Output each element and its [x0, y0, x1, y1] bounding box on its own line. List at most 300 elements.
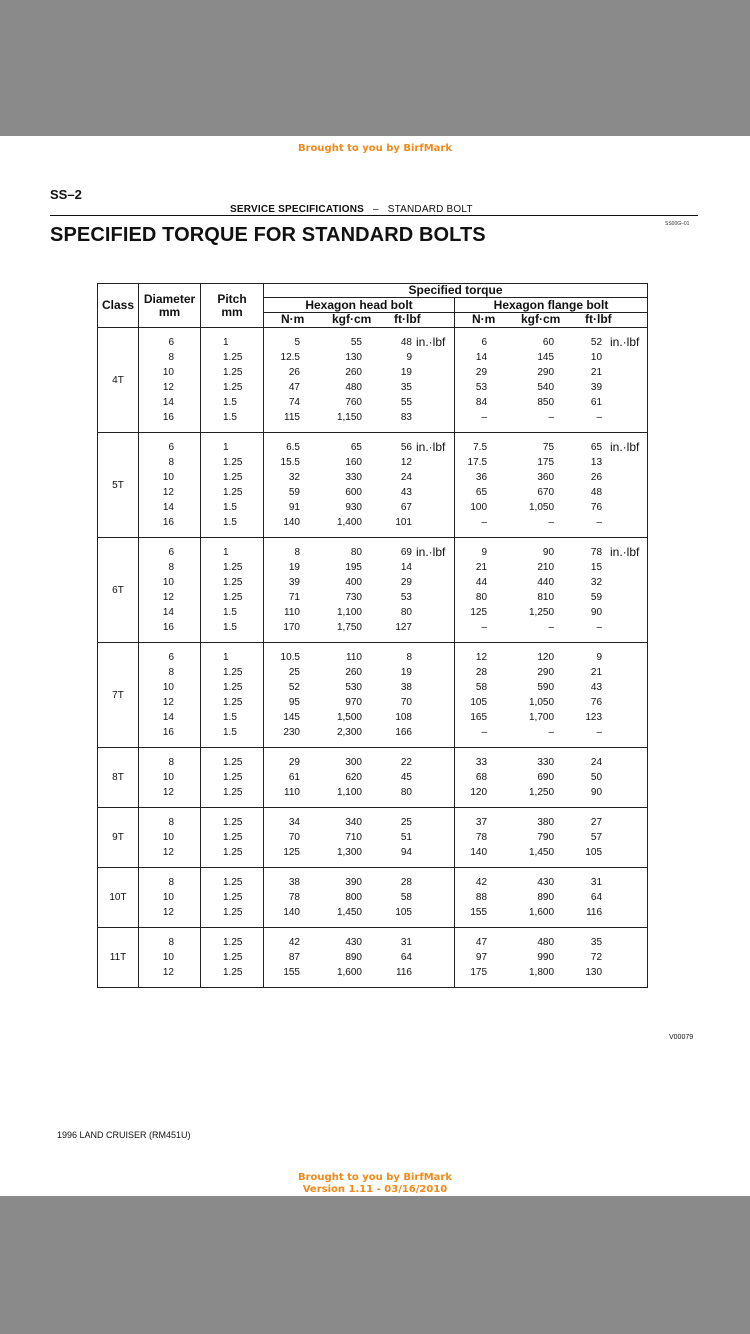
diameter-value: 6	[168, 547, 174, 558]
pitch-value: 1.25	[223, 367, 243, 378]
diameter-value: 8	[168, 457, 174, 468]
section-header	[230, 204, 473, 215]
head-kgfcm-value: 530	[345, 682, 362, 693]
header-hex-flange: Hexagon flange bolt	[455, 298, 648, 313]
document-page	[0, 136, 750, 1196]
head-nm-value: 155	[283, 967, 300, 978]
hex-flange-cell	[455, 643, 648, 748]
flange-ftlbf-value: –	[596, 622, 603, 633]
head-nm-value: 15.5	[280, 457, 300, 468]
hex-head-cell	[264, 928, 455, 988]
head-kgfcm-value: 480	[345, 382, 362, 393]
flange-kgfcm-value: –	[548, 622, 555, 633]
head-nm-value: 230	[283, 727, 300, 738]
head-kgfcm-value: 300	[345, 757, 362, 768]
diameter-cell	[139, 538, 201, 643]
flange-nm-value: –	[481, 622, 488, 633]
flange-kgfcm-value: 380	[537, 817, 555, 828]
torque-line	[264, 770, 454, 785]
hex-flange-cell	[455, 928, 648, 988]
torque-line	[264, 725, 454, 740]
pitch-value: 1.25	[223, 892, 243, 903]
flange-ftlbf-value: 76	[590, 697, 603, 708]
head-nm-value: 145	[283, 712, 300, 723]
head-unit-note: in.·lbf	[416, 545, 446, 559]
unit-ftlbf: ft·lbf	[585, 312, 612, 326]
flange-kgfcm-value: 480	[537, 937, 555, 948]
header-pitch: Pitch mm	[201, 284, 264, 328]
class-cell: 5T	[98, 433, 139, 538]
pitch-value: 1.25	[223, 952, 243, 963]
head-kgfcm-value: 1,150	[336, 412, 362, 423]
diameter-value: 12	[162, 787, 174, 798]
torque-line	[264, 785, 454, 800]
diameter-value: 8	[168, 877, 174, 888]
unit-nm: N·m	[472, 312, 496, 326]
table-group-row	[98, 538, 648, 643]
diameter-value: 12	[162, 592, 174, 603]
torque-line	[264, 365, 454, 380]
flange-ftlbf-value: 32	[590, 577, 603, 588]
head-kgfcm-value: 1,400	[336, 517, 362, 528]
flange-nm-value: 36	[475, 472, 488, 483]
torque-line	[264, 605, 454, 620]
flange-ftlbf-value: 27	[590, 817, 603, 828]
head-kgfcm-value: 760	[345, 397, 362, 408]
head-ftlbf-value: 35	[400, 382, 412, 393]
head-nm-value: 6.5	[286, 442, 300, 453]
flange-kgfcm-value: 430	[537, 877, 555, 888]
diameter-value: 8	[168, 757, 174, 768]
pitch-value: 1	[223, 337, 229, 348]
head-nm-value: 39	[288, 577, 300, 588]
head-kgfcm-value: 340	[345, 817, 362, 828]
head-nm-value: 47	[288, 382, 300, 393]
flange-nm-value: 120	[470, 787, 488, 798]
class-cell: 10T	[98, 868, 139, 928]
hex-head-cell	[264, 868, 455, 928]
flange-nm-value: 105	[470, 697, 488, 708]
section-title: SERVICE SPECIFICATIONS	[230, 204, 365, 215]
pitch-value: 1.25	[223, 487, 243, 498]
header-hex-flange-units	[455, 313, 648, 328]
flange-nm-value: 100	[470, 502, 488, 513]
torque-line	[455, 830, 647, 845]
head-nm-value: 52	[288, 682, 300, 693]
head-nm-value: 78	[288, 892, 300, 903]
flange-ftlbf-value: 90	[590, 607, 603, 618]
flange-nm-value: 47	[475, 937, 488, 948]
flange-nm-value: –	[481, 517, 488, 528]
flange-ftlbf-value: –	[596, 727, 603, 738]
class-cell: 7T	[98, 643, 139, 748]
pitch-value: 1.25	[223, 667, 243, 678]
pitch-value: 1.25	[223, 967, 243, 978]
head-ftlbf-value: 70	[400, 697, 412, 708]
head-kgfcm-value: 330	[345, 472, 362, 483]
head-unit-note: in.·lbf	[416, 440, 446, 454]
head-ftlbf-value: 101	[395, 517, 412, 528]
head-kgfcm-value: 130	[345, 352, 362, 363]
class-cell: 4T	[98, 328, 139, 433]
torque-table-body	[98, 328, 648, 988]
torque-line	[455, 350, 647, 365]
head-nm-value: 91	[288, 502, 300, 513]
diameter-value: 10	[162, 472, 174, 483]
diameter-value: 14	[162, 712, 174, 723]
pitch-value: 1.25	[223, 577, 243, 588]
torque-line	[264, 875, 454, 890]
pitch-value: 1.25	[223, 877, 243, 888]
torque-line	[264, 410, 454, 425]
diameter-value: 10	[162, 772, 174, 783]
flange-kgfcm-value: 90	[542, 547, 555, 558]
torque-line	[264, 335, 454, 350]
flange-ftlbf-value: 57	[590, 832, 603, 843]
flange-ftlbf-value: 116	[586, 907, 603, 918]
torque-line	[455, 335, 647, 350]
head-kgfcm-value: 260	[345, 367, 362, 378]
brand-banner-top: Brought to you by BirfMark	[298, 143, 452, 154]
pitch-cell	[201, 868, 264, 928]
brand-bottom-line-2: Version 1.11 - 03/16/2010	[302, 1184, 448, 1195]
flange-kgfcm-value: –	[548, 517, 555, 528]
flange-unit-note: in.·lbf	[610, 335, 640, 349]
head-kgfcm-value: 195	[345, 562, 362, 573]
diameter-value: 14	[162, 502, 174, 513]
flange-nm-value: 80	[475, 592, 488, 603]
head-ftlbf-value: 38	[400, 682, 412, 693]
flange-nm-value: 6	[481, 337, 488, 348]
flange-kgfcm-value: 890	[537, 892, 555, 903]
diameter-value: 8	[168, 937, 174, 948]
small-code: SS00G–01	[665, 221, 690, 227]
pitch-value: 1.25	[223, 787, 243, 798]
table-group-row	[98, 328, 648, 433]
head-nm-value: 25	[288, 667, 300, 678]
head-kgfcm-value: 1,300	[336, 847, 362, 858]
hex-head-cell	[264, 538, 455, 643]
diameter-cell	[139, 868, 201, 928]
head-kgfcm-value: 390	[345, 877, 362, 888]
head-ftlbf-value: 53	[400, 592, 412, 603]
head-nm-value: 110	[284, 607, 300, 618]
pitch-value: 1.25	[223, 697, 243, 708]
torque-line	[455, 845, 647, 860]
torque-line	[455, 380, 647, 395]
pitch-value: 1	[223, 652, 229, 663]
flange-ftlbf-value: 48	[590, 487, 603, 498]
flange-ftlbf-value: 76	[590, 502, 603, 513]
head-nm-value: 140	[283, 517, 300, 528]
flange-ftlbf-value: 26	[590, 472, 603, 483]
head-nm-value: 170	[283, 622, 300, 633]
torque-line	[455, 515, 647, 530]
diameter-value: 10	[162, 892, 174, 903]
diameter-value: 14	[162, 607, 174, 618]
pitch-value: 1	[223, 547, 229, 558]
torque-line	[455, 950, 647, 965]
head-ftlbf-value: 14	[400, 562, 412, 573]
flange-nm-value: 140	[470, 847, 488, 858]
torque-line	[455, 485, 647, 500]
flange-ftlbf-value: 123	[585, 712, 603, 723]
pitch-value: 1.25	[223, 937, 243, 948]
head-nm-value: 125	[283, 847, 300, 858]
hex-head-cell	[264, 748, 455, 808]
flange-kgfcm-value: 1,250	[528, 787, 555, 798]
hex-flange-cell	[455, 868, 648, 928]
flange-ftlbf-value: 130	[585, 967, 603, 978]
table-group-row	[98, 748, 648, 808]
head-kgfcm-value: 1,500	[336, 712, 362, 723]
head-nm-value: 115	[284, 412, 300, 423]
table-group-row	[98, 928, 648, 988]
torque-line	[455, 470, 647, 485]
diameter-cell	[139, 643, 201, 748]
torque-line	[455, 710, 647, 725]
head-nm-value: 34	[288, 817, 300, 828]
flange-ftlbf-value: 90	[590, 787, 603, 798]
pitch-value: 1.25	[223, 352, 243, 363]
flange-nm-value: 17.5	[467, 457, 488, 468]
flange-nm-value: 21	[475, 562, 488, 573]
head-kgfcm-value: 1,100	[336, 607, 362, 618]
table-group-row	[98, 868, 648, 928]
flange-ftlbf-value: 21	[590, 367, 603, 378]
unit-kgfcm: kgf·cm	[332, 312, 372, 326]
unit-kgfcm: kgf·cm	[521, 312, 561, 326]
flange-ftlbf-value: 10	[590, 352, 603, 363]
diameter-value: 14	[162, 397, 174, 408]
pitch-value: 1.25	[223, 832, 243, 843]
head-ftlbf-value: 105	[395, 907, 412, 918]
class-cell: 9T	[98, 808, 139, 868]
diameter-value: 6	[168, 652, 174, 663]
flange-kgfcm-value: 440	[537, 577, 555, 588]
head-nm-value: 10.5	[280, 652, 300, 663]
flange-ftlbf-value: 72	[590, 952, 603, 963]
pitch-value: 1.25	[223, 472, 243, 483]
torque-line	[455, 755, 647, 770]
flange-kgfcm-value: 145	[537, 352, 555, 363]
torque-line	[264, 755, 454, 770]
flange-nm-value: 84	[475, 397, 488, 408]
flange-ftlbf-value: 105	[585, 847, 603, 858]
hex-head-cell	[264, 808, 455, 868]
torque-line	[455, 590, 647, 605]
flange-ftlbf-value: 64	[590, 892, 603, 903]
head-ftlbf-value: 58	[400, 892, 412, 903]
diameter-value: 10	[162, 367, 174, 378]
head-kgfcm-value: 260	[345, 667, 362, 678]
torque-line	[264, 590, 454, 605]
hex-flange-cell	[455, 433, 648, 538]
pitch-value: 1.25	[223, 592, 243, 603]
head-ftlbf-value: 56	[400, 442, 412, 453]
brand-banner-bottom	[0, 1172, 750, 1196]
head-kgfcm-value: 730	[345, 592, 362, 603]
torque-line	[455, 935, 647, 950]
head-ftlbf-value: 64	[400, 952, 412, 963]
diameter-value: 12	[162, 697, 174, 708]
torque-line	[264, 695, 454, 710]
diameter-value: 10	[162, 832, 174, 843]
flange-kgfcm-value: 1,800	[528, 967, 555, 978]
flange-ftlbf-value: –	[596, 412, 603, 423]
diameter-cell	[139, 433, 201, 538]
pitch-value: 1.25	[223, 382, 243, 393]
diameter-value: 6	[168, 442, 174, 453]
flange-kgfcm-value: 290	[537, 367, 555, 378]
header-rule	[50, 215, 698, 216]
flange-nm-value: –	[481, 412, 488, 423]
torque-line	[455, 785, 647, 800]
flange-ftlbf-value: 52	[590, 337, 603, 348]
flange-kgfcm-value: 1,050	[528, 697, 555, 708]
flange-ftlbf-value: 31	[590, 877, 603, 888]
flange-nm-value: 7.5	[473, 442, 488, 453]
page-number: SS–2	[50, 187, 82, 202]
header-hex-head-units	[264, 313, 455, 328]
torque-line	[264, 965, 454, 980]
torque-line	[264, 650, 454, 665]
head-nm-value: 29	[288, 757, 300, 768]
torque-line	[264, 470, 454, 485]
head-nm-value: 61	[288, 772, 300, 783]
head-ftlbf-value: 43	[400, 487, 412, 498]
head-kgfcm-value: 55	[350, 337, 362, 348]
diameter-value: 10	[162, 682, 174, 693]
flange-ftlbf-value: 39	[590, 382, 603, 393]
torque-line	[264, 485, 454, 500]
torque-line	[455, 665, 647, 680]
head-kgfcm-value: 2,300	[336, 727, 362, 738]
head-ftlbf-value: 80	[400, 787, 412, 798]
torque-line	[455, 905, 647, 920]
torque-line	[455, 410, 647, 425]
hex-flange-cell	[455, 748, 648, 808]
head-ftlbf-value: 80	[400, 607, 412, 618]
table-group-row	[98, 643, 648, 748]
pitch-cell	[201, 748, 264, 808]
pitch-cell	[201, 433, 264, 538]
torque-line	[264, 815, 454, 830]
head-ftlbf-value: 9	[406, 352, 412, 363]
diameter-cell	[139, 748, 201, 808]
head-kgfcm-value: 430	[345, 937, 362, 948]
torque-line	[455, 365, 647, 380]
flange-nm-value: 37	[475, 817, 488, 828]
flange-nm-value: 44	[475, 577, 488, 588]
head-kgfcm-value: 1,750	[336, 622, 362, 633]
head-ftlbf-value: 19	[400, 667, 412, 678]
flange-nm-value: 29	[475, 367, 488, 378]
head-nm-value: 42	[288, 937, 300, 948]
figure-code: V00079	[669, 1034, 694, 1041]
torque-line	[455, 455, 647, 470]
head-nm-value: 38	[288, 877, 300, 888]
torque-line	[455, 560, 647, 575]
flange-nm-value: 68	[475, 772, 488, 783]
diameter-value: 16	[162, 727, 174, 738]
head-kgfcm-value: 970	[345, 697, 362, 708]
flange-nm-value: 155	[470, 907, 488, 918]
head-ftlbf-value: 29	[400, 577, 412, 588]
torque-line	[264, 395, 454, 410]
unit-ftlbf: ft·lbf	[394, 312, 421, 326]
pitch-value: 1.25	[223, 682, 243, 693]
flange-ftlbf-value: 21	[590, 667, 603, 678]
head-nm-value: 74	[288, 397, 300, 408]
head-ftlbf-value: 31	[400, 937, 412, 948]
pitch-value: 1.5	[223, 622, 237, 633]
flange-nm-value: 53	[475, 382, 488, 393]
head-kgfcm-value: 1,600	[336, 967, 362, 978]
head-ftlbf-value: 24	[400, 472, 412, 483]
torque-line	[264, 440, 454, 455]
torque-line	[455, 875, 647, 890]
flange-nm-value: 65	[475, 487, 488, 498]
torque-line	[455, 605, 647, 620]
head-ftlbf-value: 55	[400, 397, 412, 408]
flange-kgfcm-value: 850	[537, 397, 555, 408]
flange-ftlbf-value: 65	[590, 442, 603, 453]
head-ftlbf-value: 69	[400, 547, 412, 558]
pitch-value: 1.25	[223, 847, 243, 858]
flange-kgfcm-value: 360	[537, 472, 555, 483]
head-ftlbf-value: 48	[400, 337, 412, 348]
diameter-value: 12	[162, 847, 174, 858]
flange-nm-value: 12	[475, 652, 488, 663]
hex-flange-cell	[455, 538, 648, 643]
pitch-value: 1.25	[223, 772, 243, 783]
torque-line	[264, 710, 454, 725]
flange-kgfcm-value: 60	[542, 337, 555, 348]
pitch-value: 1	[223, 442, 229, 453]
head-kgfcm-value: 620	[345, 772, 362, 783]
flange-nm-value: 78	[475, 832, 488, 843]
pitch-cell	[201, 928, 264, 988]
torque-line	[264, 515, 454, 530]
flange-nm-value: 28	[475, 667, 488, 678]
head-nm-value: 5	[294, 337, 300, 348]
torque-line	[455, 770, 647, 785]
torque-line	[455, 965, 647, 980]
section-subtitle: STANDARD BOLT	[387, 204, 473, 215]
head-kgfcm-value: 600	[345, 487, 362, 498]
pitch-cell	[201, 328, 264, 433]
flange-nm-value: 33	[475, 757, 488, 768]
flange-ftlbf-value: 78	[590, 547, 603, 558]
flange-kgfcm-value: 1,250	[528, 607, 555, 618]
unit-nm: N·m	[281, 312, 305, 326]
section-dash: –	[373, 204, 379, 215]
head-nm-value: 12.5	[280, 352, 300, 363]
torque-line	[264, 905, 454, 920]
pitch-value: 1.25	[223, 457, 243, 468]
head-ftlbf-value: 28	[400, 877, 412, 888]
flange-kgfcm-value: 540	[537, 382, 555, 393]
torque-line	[264, 500, 454, 515]
head-ftlbf-value: 45	[400, 772, 412, 783]
flange-nm-value: 165	[470, 712, 488, 723]
flange-nm-value: 58	[475, 682, 488, 693]
class-cell: 6T	[98, 538, 139, 643]
flange-ftlbf-value: 35	[590, 937, 603, 948]
flange-ftlbf-value: 13	[590, 457, 603, 468]
diameter-value: 6	[168, 337, 174, 348]
